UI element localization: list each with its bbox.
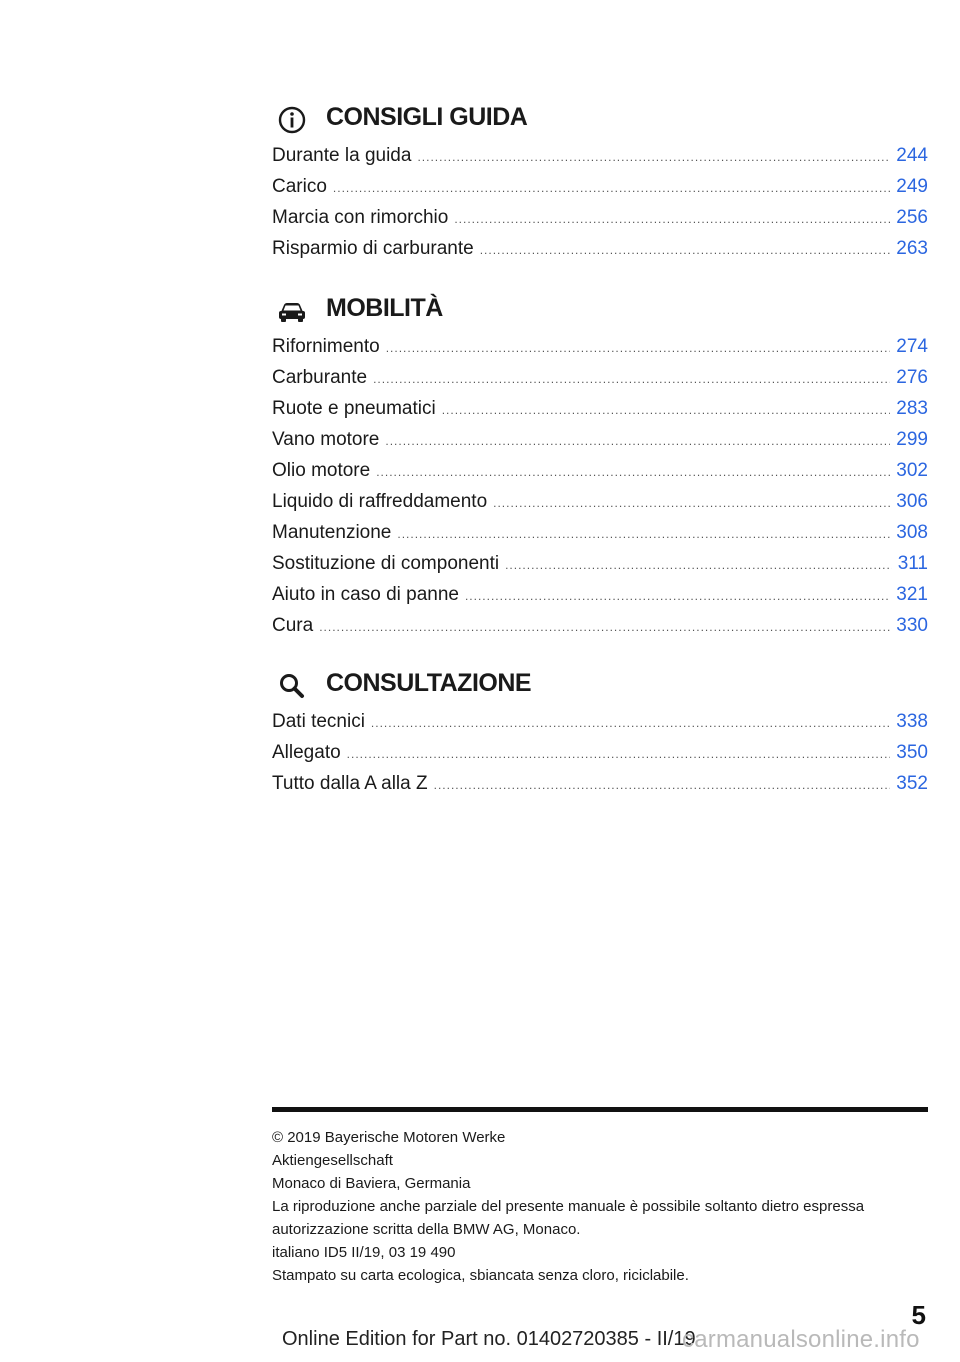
toc-page-link[interactable]: 338	[896, 711, 928, 732]
imprint-line: italiano ID5 II/19, 03 19 490	[272, 1244, 456, 1261]
toc-list	[272, 140, 928, 264]
toc-entry	[272, 171, 928, 202]
section-consultazione	[272, 666, 928, 799]
toc-page-link[interactable]: 249	[896, 176, 928, 197]
toc-entry	[272, 424, 928, 455]
dot-leader	[373, 364, 890, 395]
section-header	[272, 666, 928, 706]
dot-leader	[493, 488, 890, 519]
dot-leader	[333, 173, 890, 204]
dot-leader	[465, 581, 890, 612]
toc-entry-label: Ruote e pneumatici	[272, 398, 436, 419]
imprint-line: Monaco di Baviera, Germania	[272, 1175, 471, 1192]
dot-leader	[371, 708, 890, 739]
page-number: 5	[911, 1300, 926, 1330]
footer-edition: Online Edition for Part no. 01402720385 - II/19	[282, 1328, 696, 1350]
toc-page-link[interactable]: 352	[896, 773, 928, 794]
toc-page-link[interactable]: 308	[896, 522, 928, 543]
toc-entry-label: Carico	[272, 176, 327, 197]
toc-entry	[272, 579, 928, 610]
toc-entry	[272, 706, 928, 737]
toc-entry-label: Tutto dalla A alla Z	[272, 773, 428, 794]
dot-leader	[417, 142, 890, 173]
car-icon	[276, 295, 308, 327]
toc-entry-label: Olio motore	[272, 460, 371, 481]
toc-entry	[272, 140, 928, 171]
imprint-line: autorizzazione scritta della BMW AG, Monaco.	[272, 1221, 581, 1238]
dot-leader	[386, 333, 891, 364]
toc-entry-label: Cura	[272, 615, 314, 636]
toc-entry	[272, 331, 928, 362]
dot-leader	[442, 395, 891, 426]
toc-entry	[272, 393, 928, 424]
toc-entry	[272, 233, 928, 264]
dot-leader	[454, 204, 890, 235]
section-consigli-guida	[272, 100, 928, 264]
section-title: CONSULTAZIONE	[326, 669, 532, 697]
toc-list	[272, 331, 928, 641]
search-icon	[276, 670, 308, 702]
toc-entry	[272, 610, 928, 641]
toc-page-link[interactable]: 283	[896, 398, 928, 419]
toc-entry-label: Liquido di raffreddamento	[272, 491, 488, 512]
toc-entry-label: Carburante	[272, 367, 368, 388]
info-icon	[276, 104, 308, 136]
toc-entry	[272, 768, 928, 799]
toc-entry-label: Sostituzione di componenti	[272, 553, 500, 574]
toc-entry	[272, 548, 928, 579]
toc-entry-label: Durante la guida	[272, 145, 412, 166]
toc-page-link[interactable]: 276	[896, 367, 928, 388]
toc-entry	[272, 362, 928, 393]
imprint-divider	[272, 1107, 928, 1112]
imprint-line: Aktiengesellschaft	[272, 1152, 393, 1169]
imprint-line: La riproduzione anche parziale del presente manuale è possibile soltanto dietro espressa	[272, 1198, 865, 1215]
dot-leader	[347, 739, 891, 770]
toc-page-link[interactable]: 311	[897, 553, 928, 574]
toc-entry	[272, 737, 928, 768]
section-title: CONSIGLI GUIDA	[326, 103, 528, 131]
toc-page-link[interactable]: 321	[896, 584, 928, 605]
section-mobilita	[272, 291, 928, 641]
toc-entry-label: Manutenzione	[272, 522, 392, 543]
imprint-block	[272, 1126, 928, 1287]
toc-page-link[interactable]: 306	[896, 491, 928, 512]
toc-entry-label: Allegato	[272, 742, 341, 763]
toc-page-link[interactable]: 263	[896, 238, 928, 259]
toc-list	[272, 706, 928, 799]
toc-page-link[interactable]: 350	[896, 742, 928, 763]
toc-entry-label: Risparmio di carburante	[272, 238, 474, 259]
dot-leader	[385, 426, 890, 457]
toc-entry-label: Marcia con rimorchio	[272, 207, 449, 228]
footer-site-watermark: carmanualsonline.info	[682, 1326, 920, 1353]
section-header	[272, 100, 928, 140]
toc-entry-label: Vano motore	[272, 429, 380, 450]
toc-entry	[272, 517, 928, 548]
toc-entry-label: Rifornimento	[272, 336, 380, 357]
dot-leader	[434, 770, 891, 801]
toc-entry	[272, 202, 928, 233]
dot-leader	[397, 519, 890, 550]
dot-leader	[480, 235, 891, 266]
dot-leader	[319, 612, 890, 643]
imprint-line: © 2019 Bayerische Motoren Werke	[272, 1129, 506, 1146]
toc-page-link[interactable]: 244	[896, 145, 928, 166]
toc-page-link[interactable]: 256	[896, 207, 928, 228]
toc-entry	[272, 455, 928, 486]
dot-leader	[505, 550, 892, 581]
toc-page-link[interactable]: 299	[896, 429, 928, 450]
section-header	[272, 291, 928, 331]
imprint-line: Stampato su carta ecologica, sbiancata senza cloro, riciclabile.	[272, 1267, 689, 1284]
toc-page-link[interactable]: 274	[896, 336, 928, 357]
toc-entry	[272, 486, 928, 517]
toc-entry-label: Aiuto in caso di panne	[272, 584, 459, 605]
toc-entry-label: Dati tecnici	[272, 711, 365, 732]
toc-page-link[interactable]: 330	[896, 615, 928, 636]
dot-leader	[376, 457, 890, 488]
section-title: MOBILITÀ	[326, 294, 443, 322]
toc-page-link[interactable]: 302	[896, 460, 928, 481]
